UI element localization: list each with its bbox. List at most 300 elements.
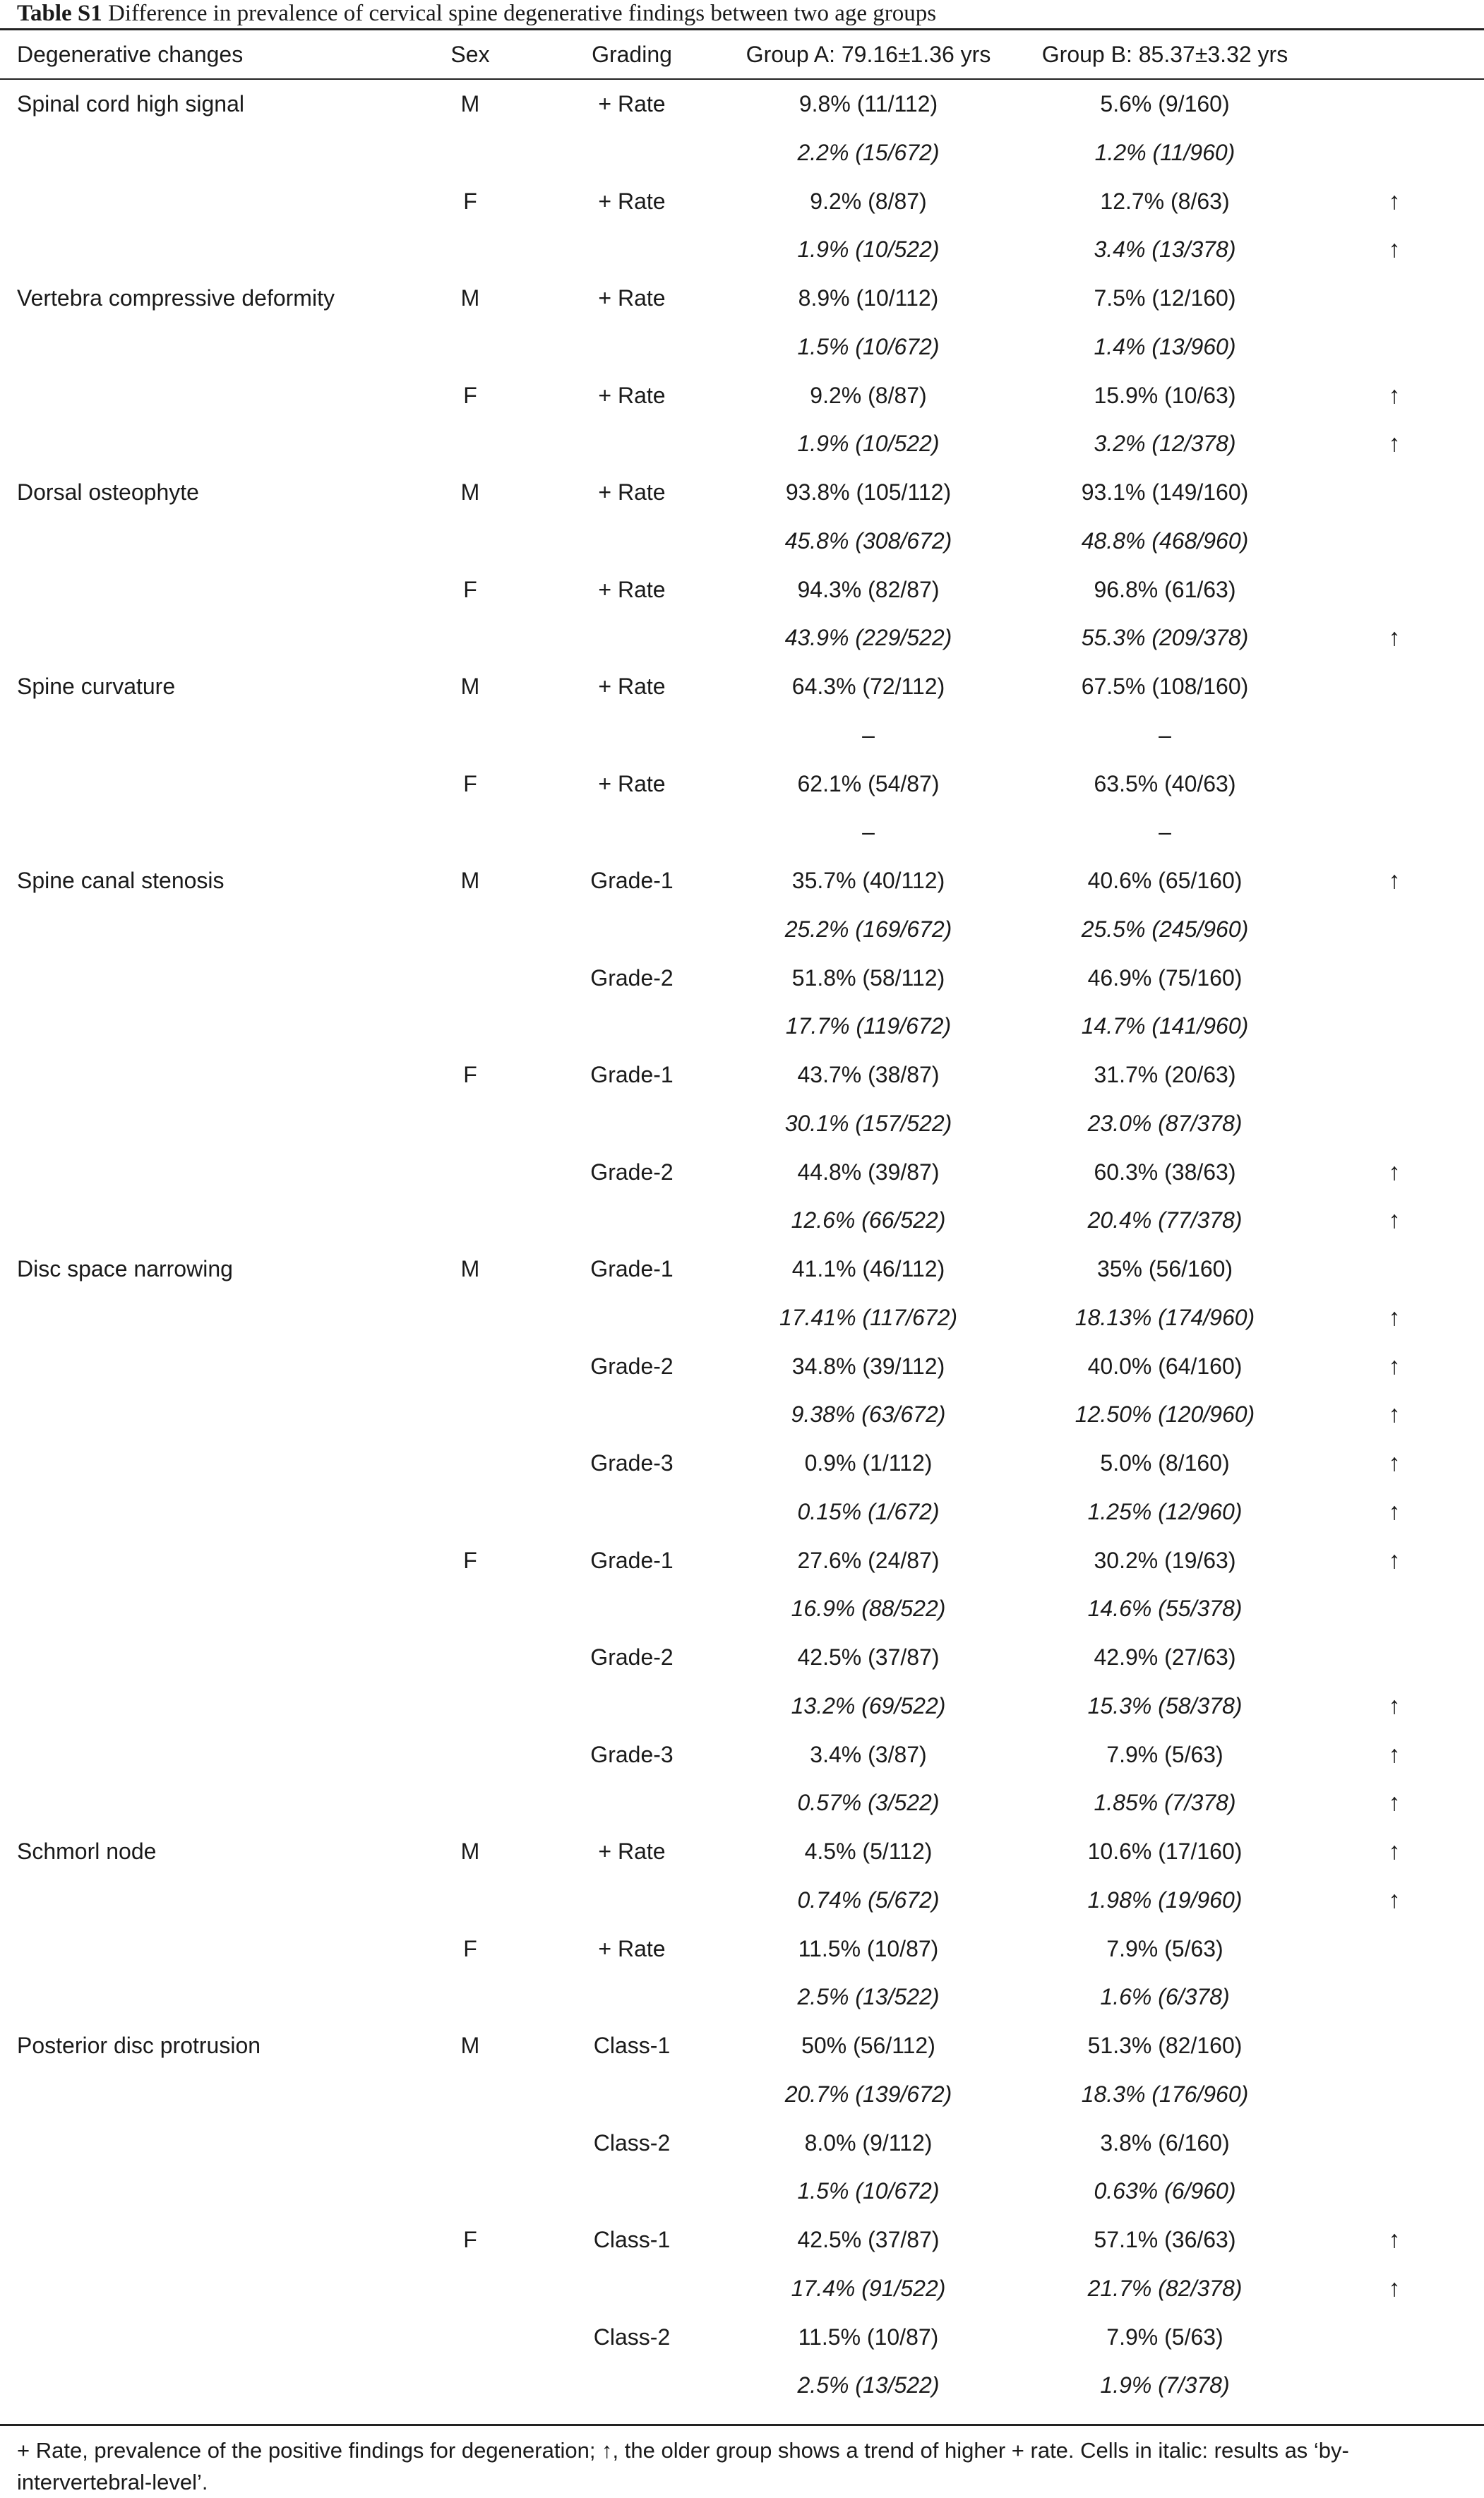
table-row xyxy=(0,1925,1484,1973)
degenerative-change-cell: Dorsal osteophyte xyxy=(17,479,199,505)
trend-arrow-icon xyxy=(1363,1245,1426,1293)
group-b-cell: 0.63% (6/960) xyxy=(1094,2178,1236,2204)
group-a-cell: 34.8% (39/112) xyxy=(791,1353,945,1379)
group-a-cell: 0.15% (1/672) xyxy=(797,1498,940,1524)
grading-cell: Class-2 xyxy=(593,2324,671,2350)
grading-cell xyxy=(565,1390,699,1439)
grading-cell: + Rate xyxy=(598,770,666,796)
sex-cell xyxy=(402,1876,538,1925)
trend-arrow-icon xyxy=(1363,2070,1426,2119)
group-a-cell: 43.7% (38/87) xyxy=(797,1062,940,1087)
grading-cell: Class-1 xyxy=(593,2227,671,2252)
trend-arrow-icon xyxy=(1363,129,1426,177)
trend-arrow-icon: ↑ xyxy=(1388,1692,1401,1719)
grading-cell xyxy=(565,1682,699,1731)
table-row xyxy=(0,2313,1484,2362)
group-b-cell: 30.2% (19/63) xyxy=(1094,1547,1236,1573)
group-a-cell: 1.5% (10/672) xyxy=(797,333,940,359)
group-a-cell: 0.9% (1/112) xyxy=(804,1450,933,1476)
trend-arrow-icon xyxy=(1363,1051,1426,1099)
sex-cell: F xyxy=(463,1935,477,1961)
group-a-cell: 8.9% (10/112) xyxy=(798,285,939,311)
trend-arrow-icon xyxy=(1363,2119,1426,2168)
table-row xyxy=(0,419,1484,468)
group-b-cell: 55.3% (209/378) xyxy=(1081,625,1249,651)
trend-arrow-icon xyxy=(1363,2167,1426,2216)
trend-arrow-icon: ↑ xyxy=(1388,1838,1401,1865)
trend-arrow-icon xyxy=(1363,905,1426,954)
header-group-b: Group B: 85.37±3.32 yrs xyxy=(1041,42,1288,67)
trend-arrow-icon: ↑ xyxy=(1388,236,1401,263)
group-b-cell: 18.3% (176/960) xyxy=(1081,2081,1249,2107)
table-row xyxy=(0,129,1484,177)
table-row xyxy=(0,80,1484,129)
grading-cell: + Rate xyxy=(598,1935,666,1961)
group-b-cell: 14.6% (55/378) xyxy=(1087,1596,1243,1622)
degenerative-change-cell: Spinal cord high signal xyxy=(17,91,244,116)
trend-arrow-icon: ↑ xyxy=(1388,430,1401,458)
table-row xyxy=(0,1196,1484,1245)
table-row xyxy=(0,760,1484,808)
table-row xyxy=(0,1682,1484,1731)
grading-cell xyxy=(565,711,699,760)
group-a-cell: – xyxy=(862,819,875,845)
group-a-cell: 17.7% (119/672) xyxy=(785,1013,952,1039)
group-b-cell: 3.8% (6/160) xyxy=(1100,2129,1230,2156)
sex-cell: M xyxy=(460,1839,480,1864)
table-row xyxy=(0,1488,1484,1536)
grading-cell xyxy=(565,1196,699,1245)
trend-arrow-icon: ↑ xyxy=(1388,1886,1401,1913)
group-b-cell: 1.98% (19/960) xyxy=(1087,1887,1243,1913)
group-b-cell: 40.6% (65/160) xyxy=(1087,868,1243,893)
group-a-cell: 35.7% (40/112) xyxy=(791,868,945,893)
table-row xyxy=(0,662,1484,711)
header-group-a: Group A: 79.16±1.36 yrs xyxy=(746,42,991,67)
table-row xyxy=(0,856,1484,905)
grading-cell xyxy=(565,614,699,662)
sex-cell xyxy=(402,2167,538,2216)
trend-arrow-icon xyxy=(1363,1099,1426,1148)
sex-cell xyxy=(402,419,538,468)
group-b-cell: 14.7% (141/960) xyxy=(1081,1013,1249,1039)
group-a-cell: 8.0% (9/112) xyxy=(804,2129,933,2156)
table-row xyxy=(0,1439,1484,1488)
trend-arrow-icon xyxy=(1363,1925,1426,1973)
grading-cell xyxy=(565,2167,699,2216)
group-a-cell: 51.8% (58/112) xyxy=(791,964,945,991)
sex-cell: F xyxy=(463,382,477,408)
sex-cell: M xyxy=(460,2033,480,2058)
header-sex: Sex xyxy=(450,42,490,67)
group-a-cell: 43.9% (229/522) xyxy=(784,625,952,651)
group-a-cell: 3.4% (3/87) xyxy=(810,1741,927,1767)
table-row xyxy=(0,1342,1484,1391)
group-b-cell: 7.9% (5/63) xyxy=(1106,1935,1223,1961)
group-b-cell: 1.85% (7/378) xyxy=(1094,1790,1236,1816)
group-b-cell: 60.3% (38/63) xyxy=(1094,1159,1236,1185)
sex-cell xyxy=(402,2119,538,2168)
trend-arrow-icon xyxy=(1363,954,1426,1003)
table-row xyxy=(0,1390,1484,1439)
trend-arrow-icon xyxy=(1363,808,1426,856)
grading-cell xyxy=(565,323,699,371)
group-b-cell: 18.13% (174/960) xyxy=(1075,1304,1255,1330)
table-row xyxy=(0,1779,1484,1827)
trend-arrow-icon xyxy=(1363,1002,1426,1051)
group-a-cell: 2.5% (13/522) xyxy=(797,1984,940,2010)
degenerative-change-cell: Disc space narrowing xyxy=(17,1256,233,1281)
degenerative-change-cell: Vertebra compressive deformity xyxy=(17,285,335,311)
trend-arrow-icon xyxy=(1363,274,1426,323)
grading-cell xyxy=(565,1876,699,1925)
grading-cell xyxy=(565,1002,699,1051)
table-row xyxy=(0,1245,1484,1293)
group-b-cell: 3.4% (13/378) xyxy=(1094,237,1236,263)
sex-cell xyxy=(402,2361,538,2410)
group-b-cell: 96.8% (61/63) xyxy=(1094,576,1236,602)
group-b-cell: 93.1% (149/160) xyxy=(1081,479,1249,505)
trend-arrow-icon xyxy=(1363,2313,1426,2362)
sex-cell xyxy=(402,1099,538,1148)
trend-arrow-icon xyxy=(1363,2021,1426,2070)
trend-arrow-icon: ↑ xyxy=(1388,2274,1401,2302)
trend-arrow-icon: ↑ xyxy=(1388,1303,1401,1331)
sex-cell xyxy=(402,614,538,662)
sex-cell xyxy=(402,954,538,1003)
sex-cell xyxy=(402,129,538,177)
grading-cell: Grade-2 xyxy=(590,1644,674,1670)
grading-cell: Grade-1 xyxy=(590,1547,674,1573)
group-a-cell: 13.2% (69/522) xyxy=(791,1692,946,1719)
group-b-cell: 5.0% (8/160) xyxy=(1100,1450,1230,1476)
grading-cell xyxy=(565,1973,699,2021)
group-b-cell: 51.3% (82/160) xyxy=(1087,2033,1243,2058)
table-row xyxy=(0,1002,1484,1051)
trend-arrow-icon xyxy=(1363,80,1426,129)
group-b-cell: 7.9% (5/63) xyxy=(1106,2324,1223,2350)
group-b-cell: 25.5% (245/960) xyxy=(1081,916,1249,942)
group-b-cell: 12.7% (8/63) xyxy=(1100,188,1230,214)
group-a-cell: 2.2% (15/672) xyxy=(797,139,940,165)
trend-arrow-icon: ↑ xyxy=(1388,1740,1401,1768)
group-b-cell: 35% (56/160) xyxy=(1096,1256,1233,1281)
table-row xyxy=(0,1293,1484,1342)
sex-cell xyxy=(402,808,538,856)
table-row xyxy=(0,1051,1484,1099)
trend-arrow-icon: ↑ xyxy=(1388,1401,1401,1428)
sex-cell xyxy=(402,905,538,954)
table-row xyxy=(0,1827,1484,1876)
sex-cell: F xyxy=(463,770,477,796)
grading-cell: + Rate xyxy=(598,576,666,602)
table-row xyxy=(0,1148,1484,1197)
table-row xyxy=(0,177,1484,226)
grading-cell xyxy=(565,517,699,566)
group-b-cell: – xyxy=(1159,722,1171,748)
group-b-cell: 12.50% (120/960) xyxy=(1075,1402,1255,1428)
group-b-cell: 3.2% (12/378) xyxy=(1094,431,1236,457)
group-a-cell: 0.74% (5/672) xyxy=(797,1887,940,1913)
trend-arrow-icon: ↑ xyxy=(1388,1546,1401,1574)
group-b-cell: 42.9% (27/63) xyxy=(1094,1644,1236,1670)
grading-cell xyxy=(565,808,699,856)
degenerative-change-cell: Posterior disc protrusion xyxy=(17,2033,261,2058)
group-a-cell: – xyxy=(862,722,875,748)
table-title: Difference in prevalence of cervical spine degenerative findings between two age groups xyxy=(102,1,937,26)
sex-cell: M xyxy=(460,674,480,699)
table-label: Table S1 xyxy=(17,1,102,26)
group-b-cell: 63.5% (40/63) xyxy=(1094,770,1236,796)
group-b-cell: 1.6% (6/378) xyxy=(1100,1984,1230,2010)
trend-arrow-icon xyxy=(1363,1973,1426,2021)
trend-arrow-icon: ↑ xyxy=(1388,1450,1401,1476)
group-b-cell: 15.9% (10/63) xyxy=(1094,382,1236,408)
trend-arrow-icon: ↑ xyxy=(1388,1207,1401,1234)
sex-cell: F xyxy=(463,576,477,602)
grading-cell: Grade-2 xyxy=(590,1159,674,1185)
table-row xyxy=(0,2070,1484,2119)
sex-cell xyxy=(402,225,538,274)
group-b-cell: – xyxy=(1159,819,1171,845)
table-row xyxy=(0,2021,1484,2070)
group-a-cell: 45.8% (308/672) xyxy=(784,527,952,554)
degenerative-change-cell: Spine curvature xyxy=(17,674,176,699)
sex-cell: F xyxy=(463,188,477,214)
table-row xyxy=(0,1584,1484,1633)
table-row xyxy=(0,2216,1484,2264)
grading-cell: Class-1 xyxy=(593,2033,671,2058)
table-row xyxy=(0,2264,1484,2313)
sex-cell xyxy=(402,1633,538,1682)
group-b-cell: 40.0% (64/160) xyxy=(1087,1353,1243,1379)
sex-cell xyxy=(402,1148,538,1197)
table-row xyxy=(0,1536,1484,1585)
trend-arrow-icon xyxy=(1363,566,1426,614)
table-row xyxy=(0,323,1484,371)
group-b-cell: 7.5% (12/160) xyxy=(1094,285,1236,311)
group-a-cell: 50% (56/112) xyxy=(801,2033,935,2058)
group-a-cell: 9.38% (63/672) xyxy=(791,1402,946,1428)
sex-cell: F xyxy=(463,1547,477,1573)
group-a-cell: 17.41% (117/672) xyxy=(779,1304,958,1330)
grading-cell: + Rate xyxy=(598,674,666,699)
table-row xyxy=(0,2119,1484,2168)
sex-cell: M xyxy=(460,285,480,311)
grading-cell xyxy=(565,2264,699,2313)
sex-cell xyxy=(402,1584,538,1633)
sex-cell xyxy=(402,1196,538,1245)
table-row xyxy=(0,1973,1484,2021)
bottom-rule xyxy=(0,2424,1484,2426)
grading-cell: + Rate xyxy=(598,479,666,505)
group-a-cell: 16.9% (88/522) xyxy=(791,1596,946,1622)
group-a-cell: 42.5% (37/87) xyxy=(797,1644,940,1670)
group-a-cell: 44.8% (39/87) xyxy=(797,1159,940,1185)
group-a-cell: 9.2% (8/87) xyxy=(810,188,927,214)
header-degenerative-changes: Degenerative changes xyxy=(17,42,244,67)
sex-cell xyxy=(402,1342,538,1391)
group-a-cell: 12.6% (66/522) xyxy=(791,1207,946,1233)
trend-arrow-icon xyxy=(1363,2361,1426,2410)
trend-arrow-icon xyxy=(1363,468,1426,517)
group-b-cell: 1.25% (12/960) xyxy=(1087,1498,1243,1524)
sex-cell xyxy=(402,1682,538,1731)
group-a-cell: 1.5% (10/672) xyxy=(797,2178,940,2204)
group-b-cell: 1.9% (7/378) xyxy=(1100,2372,1230,2398)
table-row xyxy=(0,225,1484,274)
group-a-cell: 0.57% (3/522) xyxy=(797,1790,940,1816)
group-a-cell: 9.8% (11/112) xyxy=(798,91,938,116)
grading-cell: Grade-2 xyxy=(590,964,674,991)
degenerative-change-cell: Spine canal stenosis xyxy=(17,868,225,893)
group-a-cell: 2.5% (13/522) xyxy=(797,2372,940,2398)
group-a-cell: 20.7% (139/672) xyxy=(784,2081,952,2107)
grading-cell xyxy=(565,1099,699,1148)
group-a-cell: 93.8% (105/112) xyxy=(785,479,952,505)
trend-arrow-icon: ↑ xyxy=(1388,1352,1401,1380)
group-b-cell: 31.7% (20/63) xyxy=(1094,1062,1236,1087)
table-footnote: + Rate, prevalence of the positive findings for degeneration; ↑, the older group shows a trend of higher + rate. Cells in italic: results as ‘by-intervertebral-level’. xyxy=(17,2438,1349,2494)
grading-cell xyxy=(565,419,699,468)
trend-arrow-icon xyxy=(1363,1633,1426,1682)
sex-cell xyxy=(402,1973,538,2021)
sex-cell xyxy=(402,2313,538,2362)
trend-arrow-icon: ↑ xyxy=(1388,187,1401,215)
grading-cell: Grade-3 xyxy=(590,1450,674,1476)
table-row xyxy=(0,954,1484,1003)
group-a-cell: 11.5% (10/87) xyxy=(798,1935,939,1961)
trend-arrow-icon: ↑ xyxy=(1388,867,1401,894)
grading-cell: + Rate xyxy=(598,188,666,214)
sex-cell xyxy=(402,1779,538,1827)
group-b-cell: 20.4% (77/378) xyxy=(1087,1207,1243,1233)
table-row xyxy=(0,566,1484,614)
group-b-cell: 5.6% (9/160) xyxy=(1100,91,1230,116)
sex-cell: F xyxy=(463,1062,477,1087)
grading-cell: + Rate xyxy=(598,91,666,116)
group-b-cell: 10.6% (17/160) xyxy=(1087,1839,1243,1864)
sex-cell xyxy=(402,1390,538,1439)
sex-cell xyxy=(402,1439,538,1488)
table-row xyxy=(0,808,1484,856)
table-row xyxy=(0,1876,1484,1925)
trend-arrow-icon xyxy=(1363,662,1426,711)
sex-cell: M xyxy=(460,1256,480,1281)
grading-cell xyxy=(565,2070,699,2119)
table-header xyxy=(0,30,1484,78)
group-b-cell: 57.1% (36/63) xyxy=(1094,2227,1236,2252)
group-b-cell: 1.2% (11/960) xyxy=(1094,139,1235,165)
grading-cell: Grade-1 xyxy=(590,1256,674,1281)
group-a-cell: 1.9% (10/522) xyxy=(797,431,940,457)
table-row xyxy=(0,905,1484,954)
trend-arrow-icon xyxy=(1363,517,1426,566)
group-a-cell: 1.9% (10/522) xyxy=(797,237,940,263)
table-row xyxy=(0,371,1484,420)
group-b-cell: 21.7% (82/378) xyxy=(1087,2275,1243,2301)
table-row xyxy=(0,517,1484,566)
group-a-cell: 27.6% (24/87) xyxy=(797,1547,940,1573)
group-a-cell: 25.2% (169/672) xyxy=(784,916,952,942)
group-b-cell: 67.5% (108/160) xyxy=(1081,674,1249,699)
group-a-cell: 94.3% (82/87) xyxy=(797,576,940,602)
table-row xyxy=(0,1099,1484,1148)
group-b-cell: 23.0% (87/378) xyxy=(1087,1110,1243,1136)
grading-cell xyxy=(565,129,699,177)
group-a-cell: 17.4% (91/522) xyxy=(791,2275,946,2301)
grading-cell: Grade-1 xyxy=(590,1062,674,1087)
trend-arrow-icon: ↑ xyxy=(1388,1789,1401,1817)
sex-cell: M xyxy=(460,479,480,505)
group-a-cell: 4.5% (5/112) xyxy=(804,1839,933,1864)
table-row xyxy=(0,2167,1484,2216)
header-grading: Grading xyxy=(592,42,672,67)
sex-cell xyxy=(402,323,538,371)
degenerative-change-cell: Schmorl node xyxy=(17,1839,157,1864)
group-a-cell: 64.3% (72/112) xyxy=(791,674,945,699)
table-row xyxy=(0,274,1484,323)
group-a-cell: 41.1% (46/112) xyxy=(791,1256,945,1281)
grading-cell: Class-2 xyxy=(593,2129,671,2156)
table-row xyxy=(0,711,1484,760)
sex-cell xyxy=(402,1488,538,1536)
sex-cell xyxy=(402,1731,538,1779)
group-b-cell: 46.9% (75/160) xyxy=(1087,964,1243,991)
sex-cell xyxy=(402,711,538,760)
trend-arrow-icon: ↑ xyxy=(1388,624,1401,652)
trend-arrow-icon xyxy=(1363,323,1426,371)
grading-cell: + Rate xyxy=(598,1839,666,1864)
group-b-cell: 7.9% (5/63) xyxy=(1106,1741,1223,1767)
table-row xyxy=(0,614,1484,662)
group-b-cell: 15.3% (58/378) xyxy=(1087,1692,1243,1719)
sex-cell xyxy=(402,517,538,566)
grading-cell xyxy=(565,2361,699,2410)
trend-arrow-icon xyxy=(1363,1584,1426,1633)
sex-cell xyxy=(402,1293,538,1342)
trend-arrow-icon xyxy=(1363,711,1426,760)
table-row xyxy=(0,1633,1484,1682)
group-b-cell: 1.4% (13/960) xyxy=(1094,333,1236,359)
sex-cell: M xyxy=(460,91,480,116)
trend-arrow-icon: ↑ xyxy=(1388,1498,1401,1525)
group-a-cell: 11.5% (10/87) xyxy=(798,2324,939,2350)
grading-cell xyxy=(565,1779,699,1827)
sex-cell: M xyxy=(460,868,480,893)
table-row xyxy=(0,1731,1484,1779)
trend-arrow-icon xyxy=(1363,760,1426,808)
trend-arrow-icon: ↑ xyxy=(1388,381,1401,409)
group-b-cell: 48.8% (468/960) xyxy=(1081,527,1249,554)
sex-cell: F xyxy=(463,2227,477,2252)
grading-cell xyxy=(565,225,699,274)
table-body xyxy=(0,80,1484,2410)
grading-cell: + Rate xyxy=(598,285,666,311)
table-row xyxy=(0,2361,1484,2410)
grading-cell xyxy=(565,1584,699,1633)
trend-arrow-icon: ↑ xyxy=(1388,2226,1401,2253)
grading-cell: Grade-1 xyxy=(590,868,674,893)
group-a-cell: 9.2% (8/87) xyxy=(810,382,927,408)
sex-cell xyxy=(402,1002,538,1051)
grading-cell xyxy=(565,1293,699,1342)
table-caption xyxy=(17,0,936,28)
trend-arrow-icon: ↑ xyxy=(1388,1158,1401,1185)
grading-cell: Grade-2 xyxy=(590,1353,674,1379)
group-a-cell: 30.1% (157/522) xyxy=(784,1110,952,1136)
group-a-cell: 62.1% (54/87) xyxy=(797,770,940,796)
